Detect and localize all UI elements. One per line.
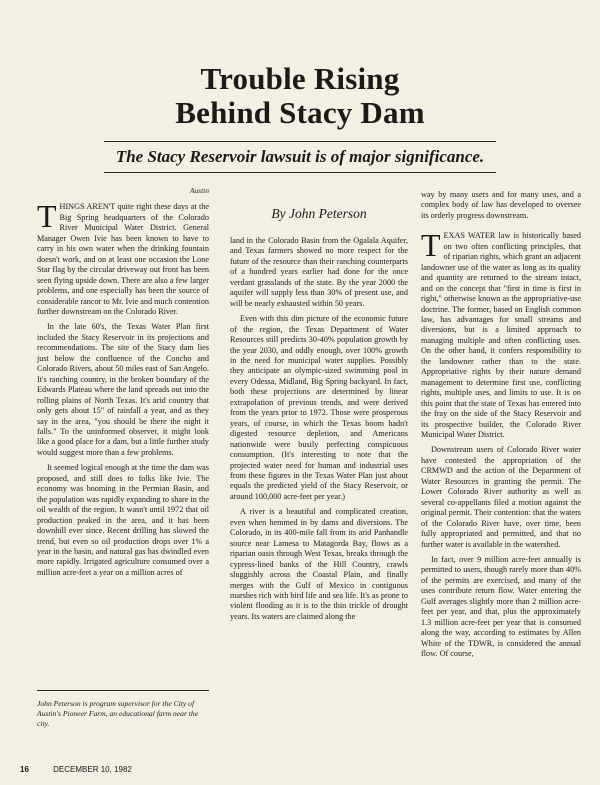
column-2 [230, 192, 408, 627]
byline: By John Peterson [271, 206, 367, 221]
page-number: 16 [20, 765, 29, 774]
title-line-1: Trouble Rising [200, 61, 400, 96]
column-3 [421, 190, 581, 664]
column-1 [37, 186, 209, 583]
paragraph: land in the Colorado Basin from the Ogalala Aquifer, and Texas farmers showed no more respect for the future of the resource than their ranching counterparts of a hundred years earlier had done for the once verdant grasslands of the state. By the year 2000 the aquifer will supply less than 30% of present use, and will be nearly exhausted within 50 years. [230, 236, 408, 308]
drop-cap: T [421, 227, 441, 264]
paragraph: In fact, over 9 million acre-feet annually is permitted to users, though rarely more than 40% of the permits are exercised, and many of the uses contribute return flow. Water entering the Gulf averages slightly more than 2 million acre-feet per year, and that, plus the approximately 1.3 million acre-feet per year that is consumed along the way, according to estimates by Allen White of the TDWR, is considered the annual flow. Of course, [421, 554, 581, 659]
subtitle-rule-top [104, 141, 496, 142]
paragraph: It seemed logical enough at the time the dam was proposed, and still does to folks like Ivie. The economy was booming in the Permian Basin, and the population was rapidly expanding to share in the oil wealth of the region. It wasn't until 1972 that oil production peaked in the area, and it has been downhill ever since. Recent drilling has slowed the trend, but even so oil production drops over 1% a year in the basin, and natural gas has dwindled even more rapidly. Irrigated agriculture consumed over a million acre-feet a year on a million acres of [37, 463, 209, 577]
paragraph: In the late 60's, the Texas Water Plan first included the Stacy Reservoir in its projections and recommendations. The site of the Stacy dam lies just below the confluence of the Concho and Colorado Rivers, about 50 miles east of San Angelo. It's ranching country, in the broken boundary of the Edwards Plateau where the land spreads out into the rolling plains of North Texas. It's arid country that only gets about 15" of rainfall a year, and as they say in the area, "you should be there the night it falls." To the uninformed observer, it might look like a good place for a dam, but a little further study would suggest more than a few problems. [37, 322, 209, 457]
paragraph: Even with this dim picture of the economic future of the region, the Texas Department of Water Resources still predicts 30-40% population growth by the year 2030, and oddly enough, over 100% growth in the need for municipal water supplies. Possibly they anticipate an olympic-sized swimming pool in every Odessa, Midland, Big Spring backyard. In fact, both these projections are determined by linear extrapolation of previous trends, and were derived from the years prior to 1972. Those were prosperous years, of course, in which the Texas boom hadn't digested resource depletion, and Americans nationwide were busily perfecting conspicuous consumption. (It's interesting to note that the projected water need for human and industrial uses from these figures in the Texas Water Plan just about equals the predicted yield of the Stacy Reservoir, or around 100,000 acre-feet per year.) [230, 314, 408, 501]
paragraph-text: HINGS AREN'T quite right these days at the Big Spring headquarters of the Colorado River Municipal Water District. General Manager Owen Ivie has been known to have to carry in his own water when the drinking fountain doesn't work, and on at least one occasion the Lone Star flag by the circular driveway out front has been seen flying upside down. There are also a few larger problems, and one especially has been the source of considerable rancor to Mr. Ivie and much contention further downstream on the Colorado River. [37, 202, 209, 316]
paragraph [37, 198, 209, 317]
paragraph-text: EXAS WATER law is historically based on two often conflicting principles, that of riparian rights, which grant an adjacent landowner use of the water as long as its quality and quantity are returned to the stream intact, and on the concept that "first in time is first in right," otherwise known as the appropriative-use doctrine. The former, based on English common law, has advantages for small streams and diversions, but is a limited approach to managing multiple and often conflicting uses. On the other hand, it confers responsibility to the landowner rather than to the state. Appropriative rights by their nature demand management to determine first use, conflicting rights, multiple uses, and limits to use. It is on this point that the state of Texas has entered into the fray on the side of the Stacy Reservoir and its prospective builder, the Colorado River Municipal Water District. [421, 231, 581, 439]
page-footer [20, 765, 132, 774]
author-bio: John Peterson is program supervisor for the City of Austin's Pioneer Farm, an educational farm near the city. [37, 690, 209, 729]
article-title [20, 62, 580, 130]
paragraph: Downstream users of Colorado River water have contested the appropriation of the CRMWD and the action of the Department of Water Resources in granting the permit. The Lower Colorado River authority as well as several co-appellants filed a motion against the original permit. Their contention: that the waters of the Colorado River have, over time, been fully appropriated and permitted, and that no further water is available in the watershed. [421, 445, 581, 549]
subtitle-rule-bottom [104, 172, 496, 173]
paragraph: way by many users and for many uses, and a complex body of law has developed to oversee its orderly progress downstream. [421, 190, 581, 220]
issue-date: DECEMBER 10, 1982 [53, 765, 132, 774]
article-subtitle: The Stacy Reservoir lawsuit is of major significance. [115, 147, 485, 166]
paragraph: A river is a beautiful and complicated creation, even when hemmed in by dams and diversions. The Colorado, in its 400-mile fall from its arid Panhandle source near Lamesa to Matagorda Bay, flows as a riparian oasis through West Texas, breaks through the cypress-lined banks of the Hill Country, crawls sluggishly across the Coastal Plain, and finally merges with the Gulf of Mexico in contiguous marshes rich with bird life and sea life. It's as prone to violent flooding as it is to the thin trickle of drought years. Its waters are claimed along the [230, 507, 408, 621]
paragraph [421, 227, 581, 440]
title-line-2: Behind Stacy Dam [175, 95, 425, 130]
dateline: Austin [189, 186, 209, 195]
drop-cap: T [37, 198, 57, 235]
